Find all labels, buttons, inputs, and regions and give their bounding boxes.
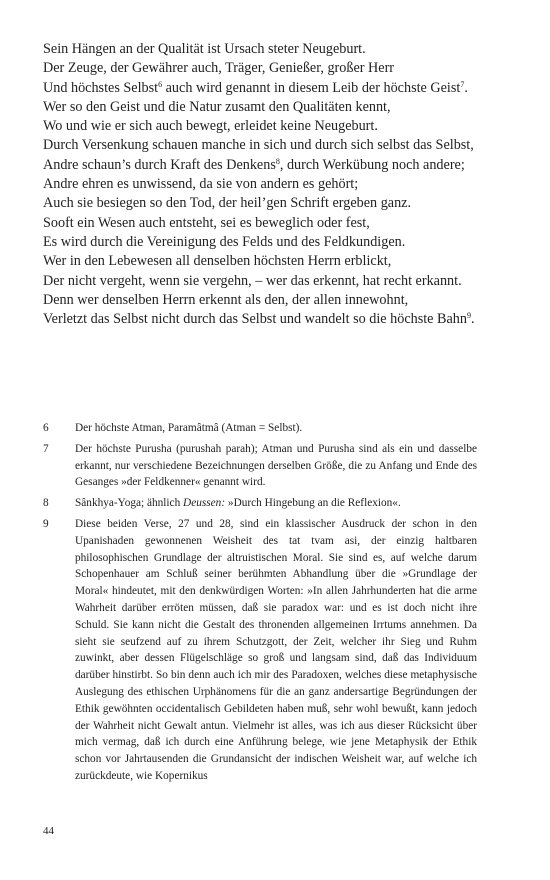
footnote-text-part: Der höchste Purusha (purushah parah); Atman und Purusha sind als ein und dasselbe erkannt, nur verschiedene Bezeichnungen derselben Größe, die zu Anfang und Ende des Gesanges »der Feldkenner« genannt wird. [75, 442, 477, 489]
footnote-marker: 9 [466, 311, 471, 321]
verse-block [43, 40, 483, 329]
footnote [43, 420, 477, 437]
verse-text: Der Zeuge, der Gewährer auch, Träger, Genießer, großer Herr [43, 60, 395, 77]
footnote-citation: Deussen: [183, 497, 226, 510]
footnote-text [75, 495, 477, 512]
verse-text: Denn wer denselben Herrn erkennt als den, der allen innewohnt, [43, 291, 409, 308]
verse-text: Andre schaun’s durch Kraft des Denkens [43, 156, 276, 173]
footnote-text-part: »Durch Hingebung an die Reflexion«. [225, 497, 401, 510]
footnote [43, 516, 477, 785]
verse-line [43, 194, 483, 213]
page-number: 44 [43, 825, 54, 837]
verse-text: Sein Hängen an der Qualität ist Ursach steter Neugeburt. [43, 41, 366, 57]
verse-line [43, 136, 483, 155]
verse-line [43, 40, 483, 59]
verse-text: Wer in den Lebewesen all denselben höchsten Herrn erblickt, [43, 253, 392, 270]
verse-line [43, 59, 483, 78]
footnote-text-part: Sânkhya-Yoga; ähnlich [75, 497, 184, 510]
verse-text: Der nicht vergeht, wenn sie vergehn, – wer das erkennt, hat recht erkannt. [43, 272, 462, 289]
verse-line [43, 252, 483, 271]
footnotes [43, 420, 477, 789]
verse-line [43, 98, 483, 117]
footnote-text [75, 420, 477, 437]
footnote [43, 495, 477, 512]
footnote [43, 441, 477, 491]
footnote-marker: 6 [158, 79, 163, 89]
verse-text: Es wird durch die Vereinigung des Felds und des Feldkundigen. [43, 233, 406, 250]
verse-text: , durch Werkübung noch andere; [279, 156, 465, 173]
verse-text: Verletzt das Selbst nicht durch das Selbst und wandelt so die höchste Bahn [43, 311, 467, 328]
verse-text: . [464, 79, 468, 96]
footnote-marker: 8 [275, 156, 280, 166]
verse-line [43, 272, 483, 291]
footnote-text [75, 441, 477, 491]
footnote-number: 7 [43, 442, 49, 455]
verse-line [43, 291, 483, 310]
footnote-text-part: Der höchste Atman, Paramâtmâ (Atman = Selbst). [75, 422, 303, 434]
verse-text: Und höchstes Selbst [43, 79, 159, 96]
verse-line [43, 156, 483, 175]
verse-line [43, 117, 483, 136]
verse-text: Auch sie besiegen so den Tod, der heil’gen Schrift ergeben ganz. [43, 195, 412, 212]
footnote-marker: 7 [460, 79, 465, 89]
footnote-text-part: Diese beiden Verse, 27 und 28, sind ein klassischer Ausdruck der schon in den Upanishaden gewonnenen Weisheit des tat tvam asi, der einzig haltbaren philosophischen Grundlage der altruistischen Moral. Sie sind es, auf welche darum Schopenhauer am Schluß seiner berühmten Abhandlung über die »Grundlage der Moral« hindeutet, mit den denkwürdigen Worten: »In allen Jahrhunderten hat die arme Wahrheit darüber erröten müssen, daß sie paradox war: und es ist doch nicht ihre Schuld. Sie kann nicht die Gestalt des thronenden allgemeinen Irrtums annehmen. Da sieht sie seufzend auf zu ihrem Schutzgott, der Zeit, welcher ihr Sieg und Ruhm zuwinkt, aber dessen Flügelschläge so groß und langsam sind, daß das Individuum darüber hinstirbt. So bin denn auch ich mir des Paradoxen, welches diese metaphysische Auslegung des ethischen Urphänomens für die an ganz andersartige Begründungen der Ethik gewöhnten occidentalisch Gebildeten haben muß, sehr wohl bewußt, kann jedoch der Wahrheit nicht Gewalt antun. Vielmehr ist alles, was ich aus dieser Rücksicht über mich vermag, daß ich durch eine Anführung belege, wie jene Metaphysik der Ethik schon vor Jahrtausenden die Grundansicht der indischen Weisheit war, auf welche ich zurückdeute, wie Kopernikus [75, 517, 477, 782]
verse-text: Wo und wie er sich auch bewegt, erleidet keine Neugeburt. [43, 118, 378, 135]
verse-text: Sooft ein Wesen auch entsteht, sei es beweglich oder fest, [43, 214, 370, 231]
verse-line [43, 310, 483, 329]
verse-text: . [470, 311, 475, 328]
footnote-text [75, 516, 477, 785]
footnote-number: 6 [43, 422, 49, 434]
verse-text: Durch Versenkung schauen manche in sich und durch sich selbst das Selbst, [43, 137, 474, 154]
verse-line [43, 214, 483, 233]
verse-text: Andre ehren es unwissend, da sie von andern es gehört; [43, 176, 359, 193]
verse-line [43, 175, 483, 194]
verse-line [43, 79, 483, 98]
footnote-number: 8 [43, 497, 49, 510]
footnote-number: 9 [43, 517, 49, 530]
verse-line [43, 233, 483, 252]
verse-text: Wer so den Geist und die Natur zusamt den Qualitäten kennt, [43, 98, 391, 115]
verse-text: auch wird genannt in diesem Leib der höchste Geist [162, 79, 461, 96]
